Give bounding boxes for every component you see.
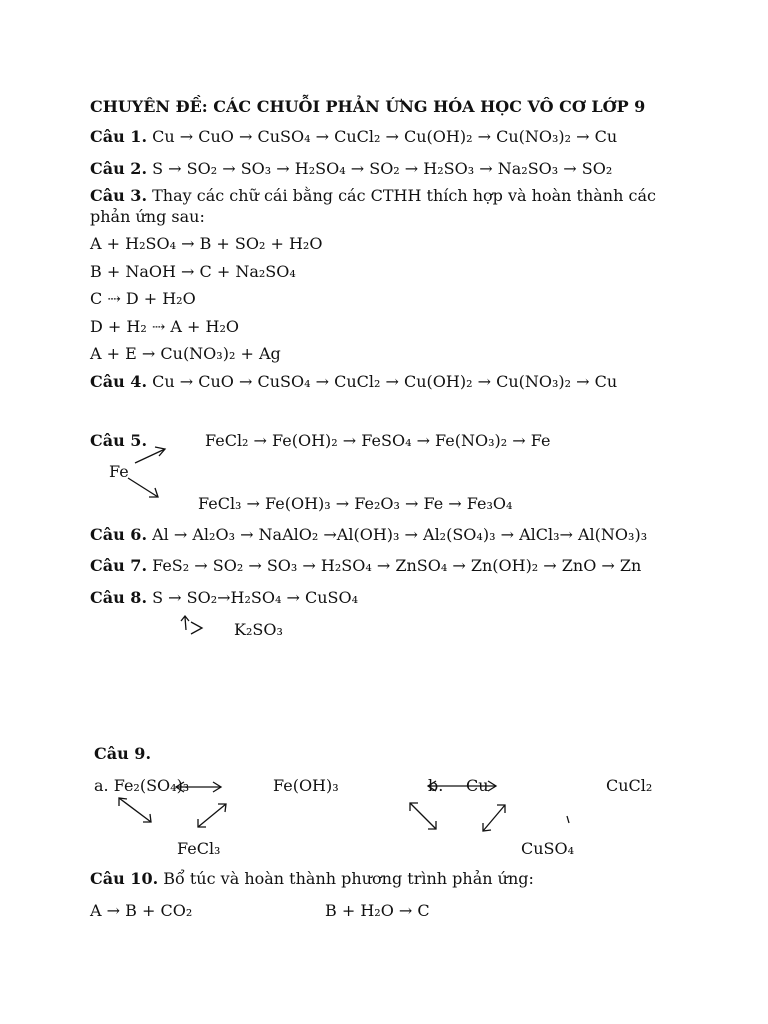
question-5-lower-chain: FeCl₃ → Fe(OH)₃ → Fe₂O₃ → Fe → Fe₃O₄ (198, 494, 513, 513)
question-9a-prefix: a. (94, 776, 109, 795)
question-8-branch: K₂SO₃ (234, 620, 283, 639)
question-10-equation-1: A → B + CO₂ (90, 901, 193, 920)
question-9b-prefix: b. (428, 776, 444, 795)
question-10 (90, 869, 534, 889)
question-9a-compound-1: Fe₂(SO₄)₃ (113, 776, 190, 795)
question-4-chain: Cu → CuO → CuSO₄ → CuCl₂ → Cu(OH)₂ → Cu(NO₃)₂ → Cu (152, 372, 618, 391)
question-9a-compound-3: FeCl₃ (177, 839, 221, 858)
question-3-label: Câu 3. (90, 186, 148, 205)
question-10-equation-2: B + H₂O → C (325, 901, 430, 920)
question-5-upper-chain: FeCl₂ → Fe(OH)₂ → FeSO₄ → Fe(NO₃)₂ → Fe (205, 431, 551, 450)
question-7-chain: FeS₂ → SO₂ → SO₃ → H₂SO₄ → ZnSO₄ → Zn(OH)₂ → ZnO → Zn (152, 556, 642, 575)
question-9-label-text: Câu 9. (94, 744, 152, 763)
question-5-label-text: Câu 5. (90, 431, 148, 450)
reaction-5: A + E → Cu(NO₃)₂ + Ag (90, 344, 281, 363)
question-8-label: Câu 8. (90, 588, 148, 607)
question-4-label: Câu 4. (90, 372, 148, 391)
question-6-label: Câu 6. (90, 525, 148, 544)
question-10-text: Bổ túc và hoàn thành phương trình phản ứng: (163, 869, 534, 888)
question-1-label: Câu 1. (90, 127, 148, 146)
page-title: CHUYÊN ĐỀ: CÁC CHUỖI PHẢN ỨNG HÓA HỌC VÔ CƠ LỚP 9 (90, 97, 646, 116)
question-2-chain: S → SO₂ → SO₃ → H₂SO₄ → SO₂ → H₂SO₃ → Na₂SO₃ → SO₂ (152, 159, 613, 178)
reaction-3: C ⇢ D + H₂O (90, 289, 196, 308)
question-9b-compound-1: Cu (466, 776, 489, 795)
question-10-label: Câu 10. (90, 869, 159, 888)
question-9a-compound-2: Fe(OH)₃ (273, 776, 339, 795)
question-5-start: Fe (109, 462, 129, 481)
question-3-text: Thay các chữ cái bằng các CTHH thích hợp và hoàn thành các (152, 186, 656, 205)
question-2-label: Câu 2. (90, 159, 148, 178)
question-7-label: Câu 7. (90, 556, 148, 575)
reaction-4: D + H₂ ⇢ A + H₂O (90, 317, 239, 336)
question-9b-compound-3: CuSO₄ (521, 839, 575, 858)
question-9b-compound-2: CuCl₂ (606, 776, 653, 795)
question-8-chain: S → SO₂→H₂SO₄ → CuSO₄ (152, 588, 359, 607)
reaction-2: B + NaOH → C + Na₂SO₄ (90, 262, 296, 281)
reaction-1: A + H₂SO₄ → B + SO₂ + H₂O (90, 234, 323, 253)
question-3-text-continued: phản ứng sau: (90, 207, 205, 226)
question-1-chain: Cu → CuO → CuSO₄ → CuCl₂ → Cu(OH)₂ → Cu(NO₃)₂ → Cu (152, 127, 618, 146)
question-6-chain: Al → Al₂O₃ → NaAlO₂ →Al(OH)₃ → Al₂(SO₄)₃ → AlCl₃→ Al(NO₃)₃ (152, 525, 648, 544)
